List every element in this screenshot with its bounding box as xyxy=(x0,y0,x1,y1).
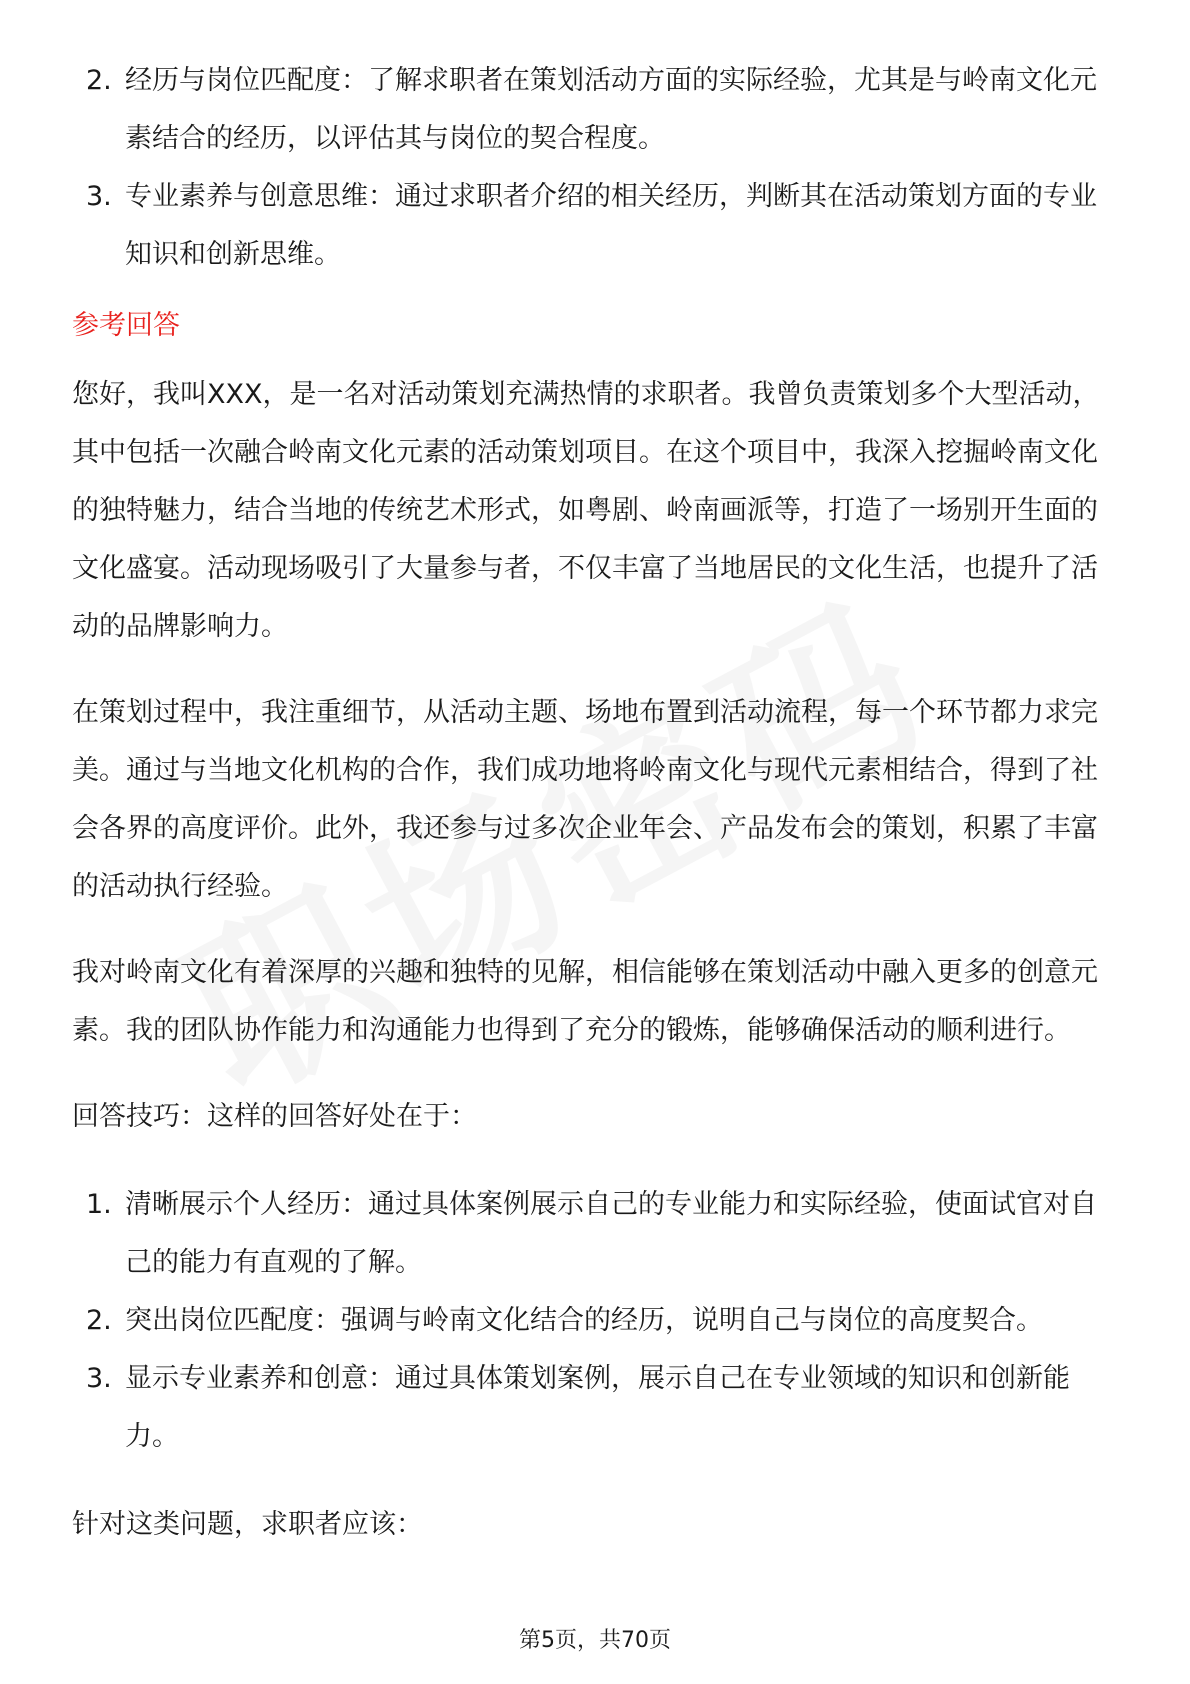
list-number: 3. xyxy=(86,1363,112,1394)
list-number: 2. xyxy=(86,1305,112,1336)
document-page xyxy=(72,52,1120,1554)
answer-paragraph-3: 我对岭南文化有着深厚的兴趣和独特的见解，相信能够在策划活动中融入更多的创意元素。我的团队协作能力和沟通能力也得到了充分的锻炼，能够确保活动的顺利进行。 xyxy=(72,957,1098,1046)
list-text: 显示专业素养和创意：通过具体策划案例，展示自己在专业领域的知识和创新能力。 xyxy=(125,1363,1070,1452)
criteria-list xyxy=(72,52,1120,284)
tips-list xyxy=(72,1176,1120,1466)
list-item xyxy=(72,1350,1120,1466)
closing-line: 针对这类问题，求职者应该： xyxy=(72,1509,423,1540)
list-item xyxy=(72,1176,1120,1292)
answer-paragraph-1: 您好，我叫XXX，是一名对活动策划充满热情的求职者。我曾负责策划多个大型活动，其中包括一次融合岭南文化元素的活动策划项目。在这个项目中，我深入挖掘岭南文化的独特魅力，结合当地的传统艺术形式，如粤剧、岭南画派等，打造了一场别开生面的文化盛宴。活动现场吸引了大量参与者，不仅丰富了当地居民的文化生活，也提升了活动的品牌影响力。 xyxy=(72,379,1100,642)
list-item xyxy=(72,52,1120,168)
list-text: 突出岗位匹配度：强调与岭南文化结合的经历，说明自己与岗位的高度契合。 xyxy=(125,1305,1043,1336)
page-footer: 第5页，共70页 xyxy=(519,1628,671,1653)
tips-intro: 回答技巧：这样的回答好处在于： xyxy=(72,1101,477,1132)
list-number: 2. xyxy=(86,65,112,96)
list-number: 1. xyxy=(86,1189,112,1220)
section-title: 参考回答 xyxy=(72,310,180,341)
list-number: 3. xyxy=(86,181,112,212)
list-text: 经历与岗位匹配度：了解求职者在策划活动方面的实际经验，尤其是与岭南文化元素结合的经历，以评估其与岗位的契合程度。 xyxy=(125,65,1097,154)
list-item xyxy=(72,1292,1120,1350)
list-text: 专业素养与创意思维：通过求职者介绍的相关经历，判断其在活动策划方面的专业知识和创新思维。 xyxy=(125,181,1097,270)
list-text: 清晰展示个人经历：通过具体案例展示自己的专业能力和实际经验，使面试官对自己的能力有直观的了解。 xyxy=(125,1189,1097,1278)
answer-paragraph-2: 在策划过程中，我注重细节，从活动主题、场地布置到活动流程，每一个环节都力求完美。通过与当地文化机构的合作，我们成功地将岭南文化与现代元素相结合，得到了社会各界的高度评价。此外，我还参与过多次企业年会、产品发布会的策划，积累了丰富的活动执行经验。 xyxy=(72,697,1098,902)
list-item xyxy=(72,168,1120,284)
